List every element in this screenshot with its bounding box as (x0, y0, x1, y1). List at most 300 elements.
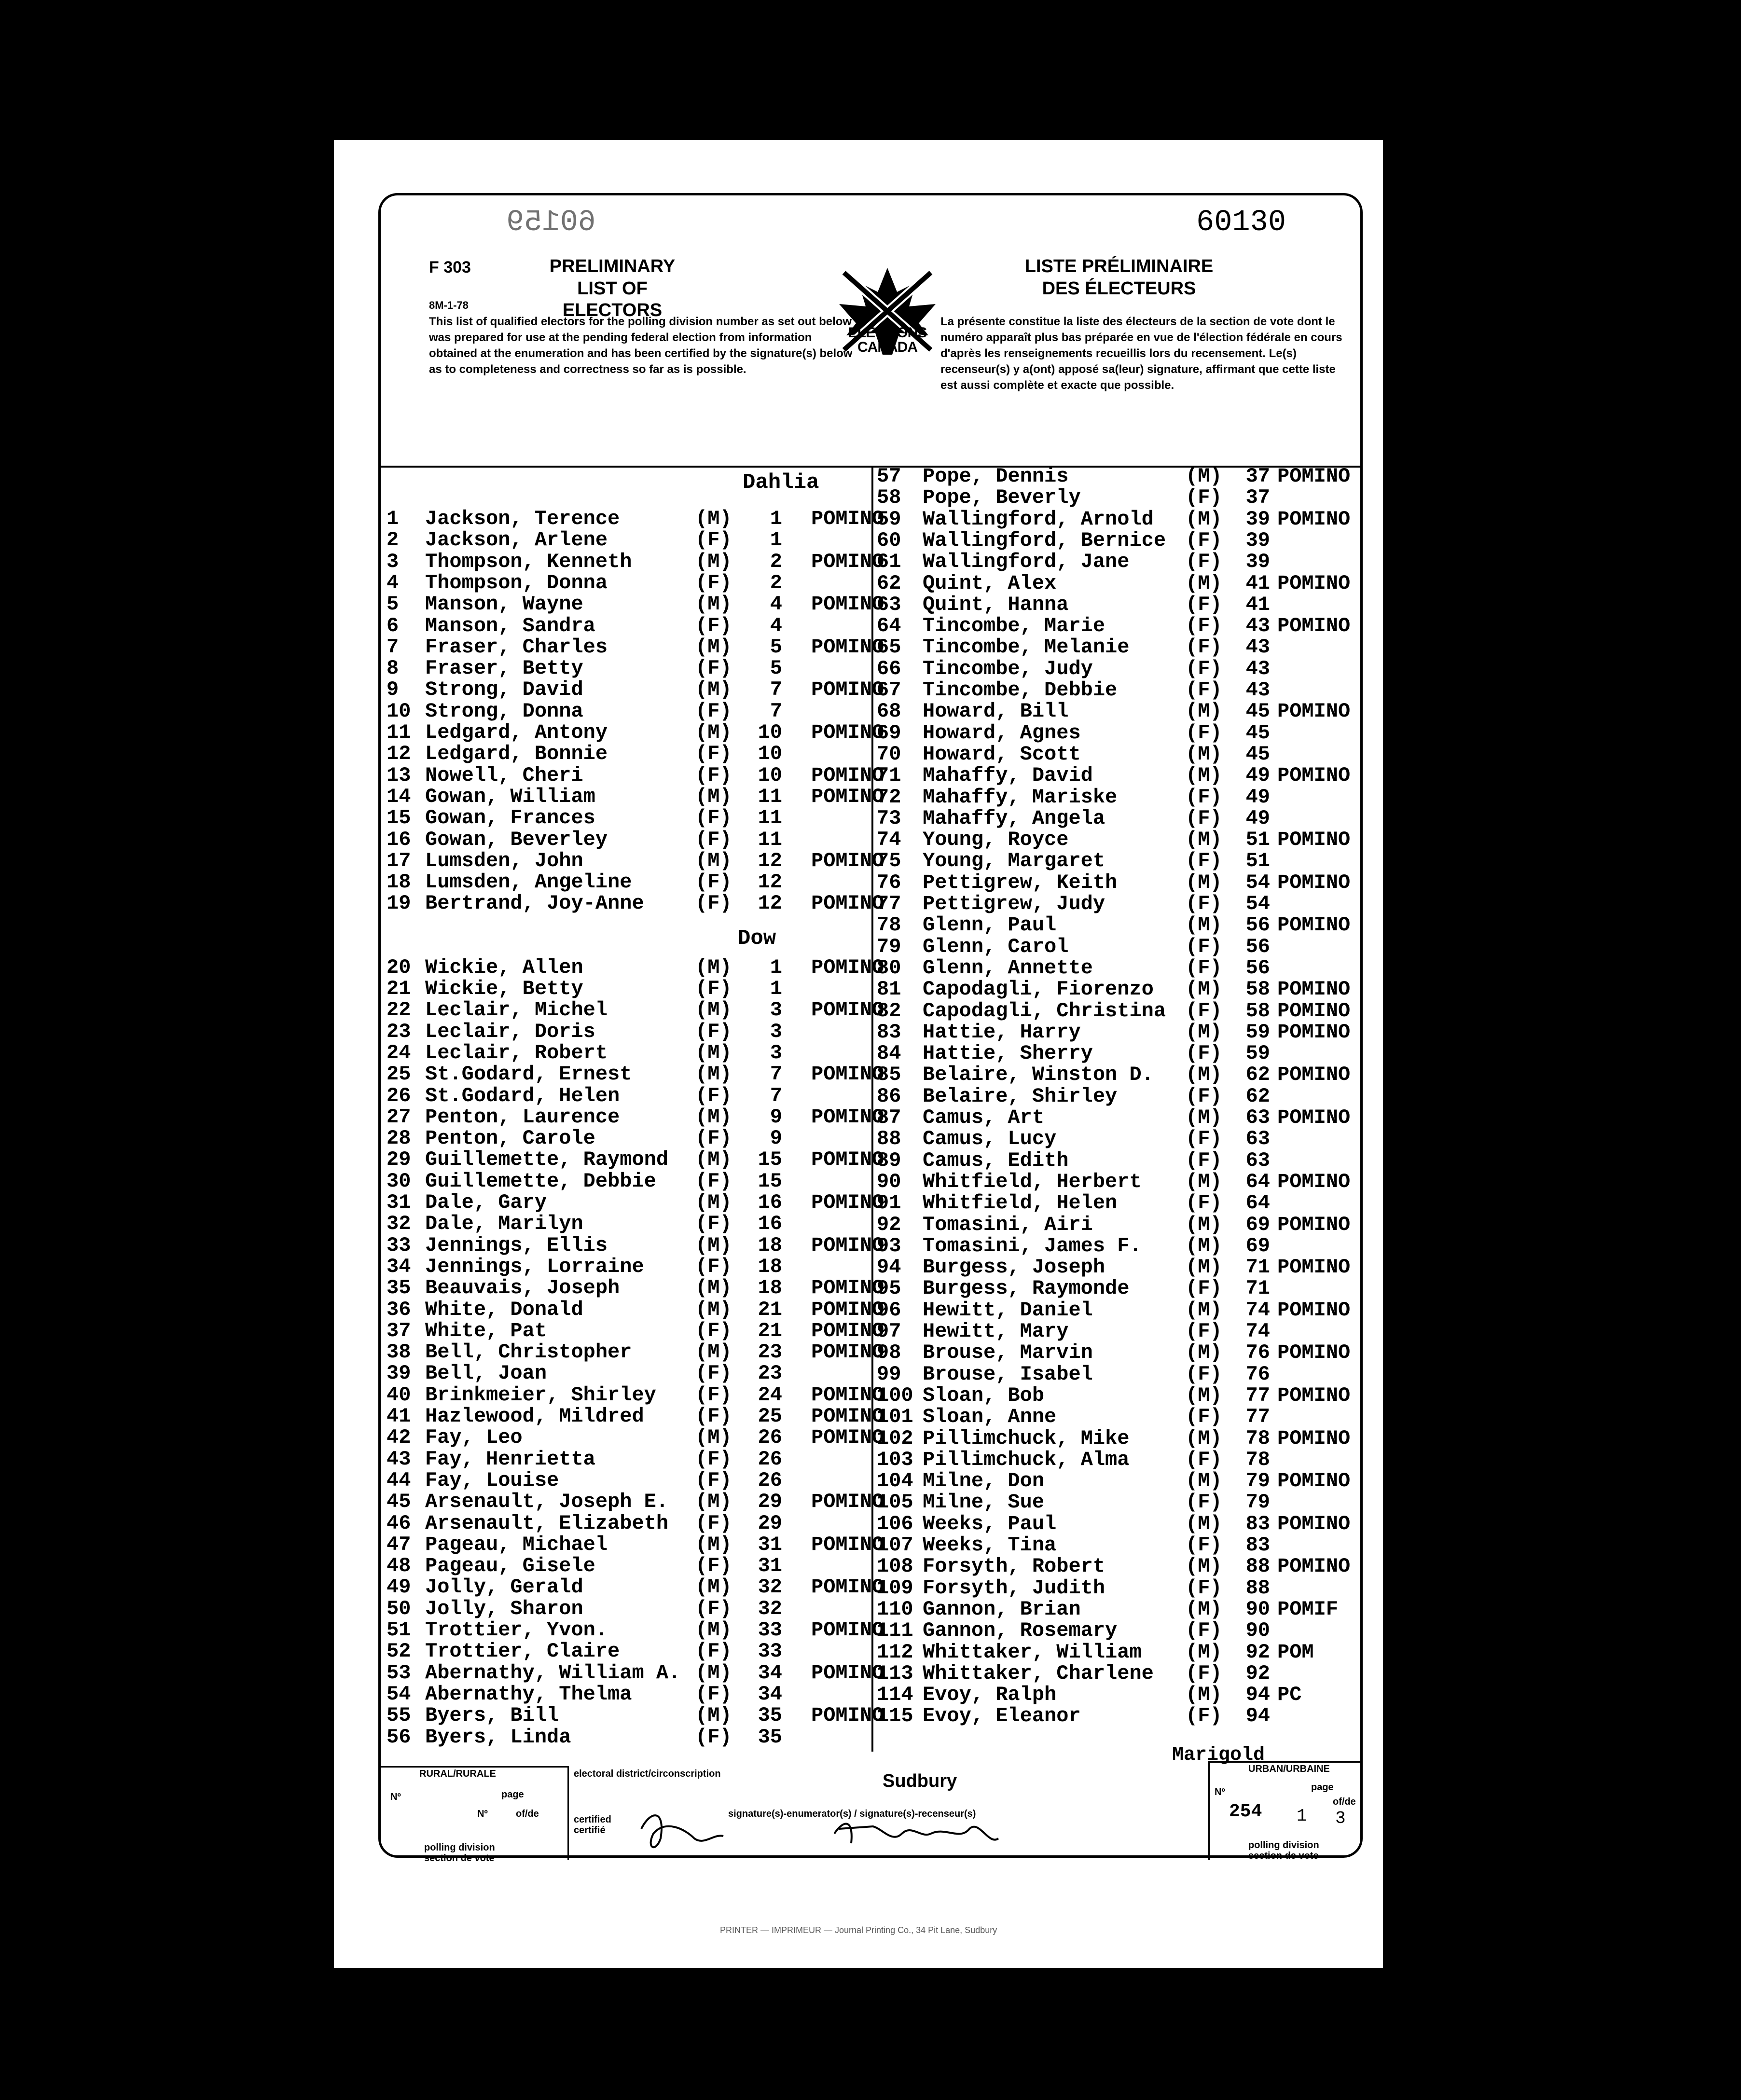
elector-sex: (M) (1186, 913, 1222, 937)
elector-number: 41 (387, 1405, 411, 1428)
occupation-code: POMINO (1277, 1256, 1351, 1279)
house-number: 37 (1245, 465, 1270, 488)
elector-sex: (F) (1186, 1320, 1222, 1343)
house-number: 56 (1245, 913, 1270, 937)
elector-name: Pageau, Michael (425, 1533, 608, 1556)
house-number: 35 (758, 1704, 782, 1727)
occupation-code: POMINO (1277, 764, 1351, 788)
house-number: 78 (1245, 1448, 1270, 1471)
notice-english: This list of qualified electors for the polling division number as set out below was prepared for use at the pending federal election from information obtained at the enumeration and has been certified by the signature(s) below as to completeness and correctness so far as is possible. (429, 315, 853, 376)
elector-sex: (M) (1186, 465, 1222, 488)
elector-number: 27 (387, 1105, 411, 1129)
elector-number: 24 (387, 1041, 411, 1064)
house-number: 56 (1245, 956, 1270, 980)
elector-sex: (M) (1186, 828, 1222, 852)
elector-sex: (F) (695, 571, 732, 594)
urban-page-label: page (1311, 1782, 1334, 1793)
elector-number: 9 (387, 678, 399, 702)
house-number: 12 (758, 892, 782, 915)
elector-number: 25 (387, 1063, 411, 1086)
elector-number: 90 (877, 1170, 901, 1193)
elector-sex: (F) (1186, 1042, 1222, 1065)
elector-sex: (F) (695, 528, 732, 552)
house-number: 4 (770, 614, 782, 637)
elector-name: Hattie, Sherry (923, 1042, 1093, 1065)
elector-sex: (M) (695, 635, 732, 659)
house-number: 26 (758, 1426, 782, 1450)
elector-number: 104 (877, 1469, 913, 1493)
occupation-code: POMINO (811, 1426, 884, 1450)
elector-number: 26 (387, 1084, 411, 1107)
elector-name: Bell, Joan (425, 1362, 547, 1385)
house-number: 49 (1245, 785, 1270, 809)
house-number: 29 (758, 1511, 782, 1535)
occupation-code: POMINO (1277, 1170, 1351, 1193)
elector-name: Gowan, Beverley (425, 828, 608, 851)
elector-sex: (M) (695, 1041, 732, 1064)
elector-number: 105 (877, 1491, 913, 1514)
house-number: 16 (758, 1191, 782, 1214)
occupation-code: POMINO (811, 635, 884, 659)
urban-number: 254 (1229, 1801, 1262, 1822)
elector-sex: (M) (1186, 1683, 1222, 1707)
elector-sex: (F) (1186, 1704, 1222, 1728)
elector-name: Sloan, Bob (923, 1383, 1045, 1407)
house-number: 10 (758, 721, 782, 744)
elector-name: Young, Margaret (923, 849, 1105, 873)
elector-sex: (F) (1186, 678, 1222, 702)
occupation-code: POMINO (1277, 571, 1351, 595)
occupation-code: POMINO (811, 1319, 884, 1342)
elector-name: Fay, Leo (425, 1426, 523, 1450)
elector-sex: (F) (695, 614, 732, 637)
elector-name: Tincombe, Debbie (923, 678, 1118, 702)
elector-name: Weeks, Tina (923, 1534, 1057, 1557)
elector-name: Abernathy, William A. (425, 1661, 681, 1685)
occupation-code: POMIF (1277, 1597, 1339, 1621)
elector-name: Manson, Sandra (425, 614, 595, 637)
house-number: 7 (770, 1084, 782, 1107)
house-number: 18 (758, 1233, 782, 1257)
elector-sex: (M) (695, 678, 732, 702)
occupation-code: POMINO (1277, 614, 1351, 638)
elector-sex: (F) (695, 1169, 732, 1193)
house-number: 39 (1245, 550, 1270, 574)
elector-sex: (F) (695, 1725, 732, 1749)
elector-sex: (M) (695, 1191, 732, 1214)
occupation-code: POMINO (1277, 1469, 1351, 1493)
elector-number: 96 (877, 1298, 901, 1322)
house-number: 69 (1245, 1234, 1270, 1257)
rural-label: RURAL/RURALE (419, 1768, 496, 1779)
elector-sex: (M) (1186, 742, 1222, 766)
elector-sex: (M) (695, 1063, 732, 1086)
elector-number: 84 (877, 1042, 901, 1065)
elector-number: 22 (387, 998, 411, 1022)
house-number: 37 (1245, 486, 1270, 510)
house-number: 32 (758, 1597, 782, 1620)
elector-name: Camus, Edith (923, 1148, 1069, 1172)
elector-sex: (M) (695, 1105, 732, 1129)
occupation-code: POMINO (811, 1191, 884, 1214)
elector-number: 10 (387, 699, 411, 723)
elector-name: Penton, Carole (425, 1127, 595, 1150)
enumerator-signatures (632, 1800, 1018, 1860)
house-number: 92 (1245, 1661, 1270, 1685)
house-number: 26 (758, 1447, 782, 1471)
elector-sex: (F) (695, 1511, 732, 1535)
elector-sex: (M) (1186, 1383, 1222, 1407)
elector-sex: (F) (1186, 614, 1222, 638)
elector-number: 98 (877, 1341, 901, 1365)
elector-number: 29 (387, 1148, 411, 1172)
elector-name: Trottier, Claire (425, 1640, 620, 1663)
occupation-code: POMINO (811, 1233, 884, 1257)
rural-page-no-label: Nº (477, 1809, 488, 1819)
house-number: 92 (1245, 1640, 1270, 1664)
elector-sex: (M) (1186, 1341, 1222, 1365)
house-number: 45 (1245, 721, 1270, 745)
elector-name: Brouse, Marvin (923, 1341, 1093, 1365)
house-number: 71 (1245, 1256, 1270, 1279)
elector-name: Young, Royce (923, 828, 1069, 852)
elector-sex: (M) (695, 785, 732, 808)
house-number: 94 (1245, 1704, 1270, 1728)
house-number: 45 (1245, 700, 1270, 723)
elector-number: 91 (877, 1191, 901, 1215)
elector-sex: (F) (1186, 935, 1222, 958)
elector-sex: (M) (1186, 1106, 1222, 1129)
house-number: 18 (758, 1255, 782, 1278)
certified-label: certified certifié (574, 1814, 611, 1836)
elector-number: 16 (387, 828, 411, 851)
occupation-code: POMINO (1277, 828, 1351, 852)
elector-name: Tomasini, Airi (923, 1213, 1093, 1236)
elector-sex: (F) (695, 870, 732, 894)
elector-number: 4 (387, 571, 399, 594)
occupation-code: PC (1277, 1683, 1302, 1707)
house-number: 31 (758, 1554, 782, 1578)
elector-sex: (F) (695, 1319, 732, 1342)
rural-of-label: of/de (516, 1809, 539, 1819)
house-number: 83 (1245, 1534, 1270, 1557)
elector-name: Lumsden, Angeline (425, 870, 632, 894)
elector-number: 66 (877, 657, 901, 680)
elector-name: Tincombe, Melanie (923, 636, 1130, 659)
elector-name: Evoy, Ralph (923, 1683, 1057, 1707)
house-number: 5 (770, 635, 782, 659)
elector-name: Whittaker, Charlene (923, 1661, 1154, 1685)
elector-sex: (F) (695, 1127, 732, 1150)
elector-sex: (F) (1186, 721, 1222, 745)
elector-name: Pope, Dennis (923, 465, 1069, 488)
occupation-code: POMINO (811, 1405, 884, 1428)
elector-number: 51 (387, 1618, 411, 1642)
elector-sex: (M) (695, 1575, 732, 1599)
elector-name: Pope, Beverly (923, 486, 1081, 510)
elector-number: 61 (877, 550, 901, 574)
elector-name: White, Pat (425, 1319, 547, 1342)
elector-number: 62 (877, 571, 901, 595)
elector-sex: (F) (1186, 1084, 1222, 1108)
elector-number: 75 (877, 849, 901, 873)
elector-number: 49 (387, 1575, 411, 1599)
elector-number: 85 (877, 1063, 901, 1087)
occupation-code: POMINO (1277, 1063, 1351, 1087)
occupation-code: POMINO (811, 1618, 884, 1642)
elector-number: 18 (387, 870, 411, 894)
elector-name: Wickie, Allen (425, 955, 583, 979)
logo-wordmark: ELECTIONS CANADA (848, 325, 927, 355)
house-number: 33 (758, 1640, 782, 1663)
occupation-code: POMINO (811, 1533, 884, 1556)
elector-number: 45 (387, 1490, 411, 1514)
elector-name: Thompson, Donna (425, 571, 608, 594)
elector-sex: (M) (1186, 571, 1222, 595)
elector-number: 63 (877, 593, 901, 616)
elector-name: Belaire, Shirley (923, 1084, 1118, 1108)
elector-sex: (F) (1186, 806, 1222, 830)
elector-sex: (M) (695, 593, 732, 616)
house-number: 34 (758, 1682, 782, 1706)
elector-name: Pillimchuck, Alma (923, 1448, 1130, 1471)
occupation-code: POMINO (1277, 1555, 1351, 1578)
elector-name: Bell, Christopher (425, 1340, 632, 1364)
elector-number: 106 (877, 1512, 913, 1535)
elector-name: Howard, Scott (923, 742, 1081, 766)
elector-number: 59 (877, 507, 901, 531)
elector-sex: (M) (695, 721, 732, 744)
elector-number: 35 (387, 1276, 411, 1300)
house-number: 64 (1245, 1191, 1270, 1215)
elector-sex: (F) (695, 1084, 732, 1107)
house-number: 94 (1245, 1683, 1270, 1707)
elector-name: Penton, Laurence (425, 1105, 620, 1129)
house-number: 90 (1245, 1597, 1270, 1621)
elector-number: 89 (877, 1148, 901, 1172)
elector-number: 114 (877, 1683, 913, 1707)
elector-name: Milne, Sue (923, 1491, 1045, 1514)
house-number: 11 (758, 785, 782, 808)
elector-number: 65 (877, 636, 901, 659)
elector-sex: (F) (1186, 657, 1222, 680)
house-number: 23 (758, 1340, 782, 1364)
house-number: 10 (758, 763, 782, 787)
house-number: 23 (758, 1362, 782, 1385)
elector-name: Whitfield, Helen (923, 1191, 1118, 1215)
elector-number: 32 (387, 1212, 411, 1236)
elector-sex: (F) (1186, 1448, 1222, 1471)
occupation-code: POMINO (1277, 507, 1351, 531)
house-number: 16 (758, 1212, 782, 1236)
elector-number: 110 (877, 1597, 913, 1621)
house-number: 5 (770, 657, 782, 680)
elector-name: Capodagli, Christina (923, 999, 1166, 1022)
house-number: 77 (1245, 1383, 1270, 1407)
elector-name: Dale, Gary (425, 1191, 547, 1214)
house-number: 11 (758, 806, 782, 830)
elector-name: Brouse, Isabel (923, 1362, 1093, 1386)
title-english: PRELIMINARY LIST OF ELECTORS (549, 256, 676, 321)
elector-number: 38 (387, 1340, 411, 1364)
elector-name: Arsenault, Joseph E. (425, 1490, 669, 1514)
elector-sex: (F) (1186, 528, 1222, 552)
elector-number: 93 (877, 1234, 901, 1257)
house-number: 45 (1245, 742, 1270, 766)
street-marigold: Marigold (1172, 1744, 1265, 1766)
elector-name: Wallingford, Arnold (923, 507, 1154, 531)
elector-number: 72 (877, 785, 901, 809)
house-number: 29 (758, 1490, 782, 1514)
elector-name: Camus, Lucy (923, 1127, 1057, 1151)
elector-name: Wickie, Betty (425, 977, 583, 1000)
elector-name: Glenn, Annette (923, 956, 1093, 980)
occupation-code: POM (1277, 1640, 1314, 1664)
elector-number: 79 (877, 935, 901, 958)
elector-name: Wallingford, Bernice (923, 528, 1166, 552)
elector-number: 100 (877, 1383, 913, 1407)
elector-sex: (F) (695, 1447, 732, 1471)
elector-sex: (M) (1186, 1597, 1222, 1621)
elector-sex: (F) (695, 1554, 732, 1578)
elector-sex: (F) (1186, 486, 1222, 510)
elector-sex: (M) (1186, 1469, 1222, 1493)
elector-list-form (378, 193, 1363, 1864)
elector-number: 97 (877, 1320, 901, 1343)
elector-number: 83 (877, 1020, 901, 1044)
house-number: 3 (770, 1041, 782, 1064)
elector-name: Gowan, William (425, 785, 595, 808)
occupation-code: POMINO (1277, 1020, 1351, 1044)
elector-number: 95 (877, 1277, 901, 1300)
elector-number: 103 (877, 1448, 913, 1471)
house-number: 2 (770, 571, 782, 594)
elector-name: Hewitt, Mary (923, 1320, 1069, 1343)
house-number: 1 (770, 955, 782, 979)
house-number: 34 (758, 1661, 782, 1685)
elector-number: 42 (387, 1426, 411, 1450)
house-number: 62 (1245, 1084, 1270, 1108)
elector-sex: (M) (695, 1704, 732, 1727)
house-number: 63 (1245, 1106, 1270, 1129)
house-number: 7 (770, 678, 782, 702)
house-number: 21 (758, 1298, 782, 1321)
elector-number: 7 (387, 635, 399, 659)
elector-sex: (F) (695, 1597, 732, 1620)
district-label: electoral district/circonscription (574, 1768, 721, 1779)
elector-number: 46 (387, 1511, 411, 1535)
elector-sex: (M) (1186, 1256, 1222, 1279)
elector-name: Jackson, Terence (425, 507, 620, 530)
elector-name: Evoy, Eleanor (923, 1704, 1081, 1728)
elector-number: 28 (387, 1127, 411, 1150)
elector-name: Wallingford, Jane (923, 550, 1130, 574)
elector-number: 20 (387, 955, 411, 979)
elector-name: Burgess, Joseph (923, 1256, 1105, 1279)
house-number: 51 (1245, 828, 1270, 852)
elector-number: 94 (877, 1256, 901, 1279)
serial-number: 60130 (1196, 205, 1286, 239)
elector-name: Gannon, Rosemary (923, 1619, 1118, 1643)
elector-name: Leclair, Michel (425, 998, 608, 1022)
occupation-code: POMINO (1277, 870, 1351, 894)
house-number: 43 (1245, 678, 1270, 702)
elector-sex: (F) (1186, 550, 1222, 574)
elector-number: 71 (877, 764, 901, 788)
elector-number: 112 (877, 1640, 913, 1664)
house-number: 59 (1245, 1020, 1270, 1044)
occupation-code: POMINO (1277, 700, 1351, 723)
house-number: 58 (1245, 999, 1270, 1022)
elector-sex: (M) (1186, 870, 1222, 894)
elector-name: Milne, Don (923, 1469, 1045, 1493)
elector-number: 69 (877, 721, 901, 745)
elector-name: Jolly, Sharon (425, 1597, 583, 1620)
elector-sex: (F) (1186, 999, 1222, 1022)
elector-name: Quint, Hanna (923, 593, 1069, 616)
house-number: 41 (1245, 593, 1270, 616)
elector-sex: (M) (1186, 1640, 1222, 1664)
house-number: 79 (1245, 1491, 1270, 1514)
elector-sex: (F) (695, 1020, 732, 1043)
elector-number: 115 (877, 1704, 913, 1728)
elector-name: Pettigrew, Judy (923, 892, 1105, 915)
house-number: 76 (1245, 1362, 1270, 1386)
elector-number: 6 (387, 614, 399, 637)
elector-number: 107 (877, 1534, 913, 1557)
elector-number: 47 (387, 1533, 411, 1556)
elector-sex: (F) (695, 1682, 732, 1706)
house-number: 90 (1245, 1619, 1270, 1643)
elector-name: Hewitt, Daniel (923, 1298, 1093, 1322)
house-number: 15 (758, 1169, 782, 1193)
elector-sex: (F) (1186, 1576, 1222, 1600)
house-number: 59 (1245, 1042, 1270, 1065)
elector-sex: (F) (695, 742, 732, 766)
elector-number: 43 (387, 1447, 411, 1471)
house-number: 4 (770, 593, 782, 616)
elector-name: Gannon, Brian (923, 1597, 1081, 1621)
elector-name: Burgess, Raymonde (923, 1277, 1130, 1300)
occupation-code: POMINO (811, 1276, 884, 1300)
elector-sex: (F) (695, 1468, 732, 1492)
elector-number: 2 (387, 528, 399, 552)
elector-name: Forsyth, Judith (923, 1576, 1105, 1600)
elector-name: Mahaffy, Mariske (923, 785, 1118, 809)
house-number: 9 (770, 1105, 782, 1129)
elector-sex: (F) (695, 806, 732, 830)
elector-name: Guillemette, Raymond (425, 1148, 669, 1172)
elector-sex: (F) (695, 977, 732, 1000)
house-number: 7 (770, 699, 782, 723)
elector-sex: (M) (1186, 1213, 1222, 1236)
elector-name: Guillemette, Debbie (425, 1169, 656, 1193)
title-french: LISTE PRÉLIMINAIRE DES ÉLECTEURS (1024, 256, 1214, 299)
elector-name: Weeks, Paul (923, 1512, 1057, 1535)
occupation-code: POMINO (1277, 1512, 1351, 1535)
occupation-code: POMINO (1277, 1341, 1351, 1365)
elector-sex: (F) (1186, 1619, 1222, 1643)
elector-name: Fay, Louise (425, 1468, 559, 1492)
elector-number: 76 (877, 870, 901, 894)
elector-sex: (F) (1186, 1405, 1222, 1429)
occupation-code: POMINO (811, 1298, 884, 1321)
house-number: 3 (770, 998, 782, 1022)
house-number: 88 (1245, 1576, 1270, 1600)
occupation-code: POMINO (811, 550, 884, 573)
occupation-code: POMINO (811, 1575, 884, 1599)
rural-box (381, 1766, 569, 1864)
